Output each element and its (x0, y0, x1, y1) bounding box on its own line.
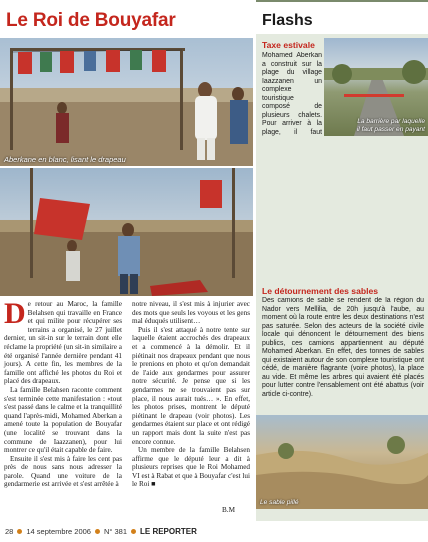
article-paragraph: notre niveau, il s'est mis à injurier avec des mots que seuls les voyous et les gens mal éduqués utilisent… (132, 300, 250, 326)
article-paragraph (4, 297, 122, 386)
article-paragraph: Un membre de la famille Belahsen affirme que le député leur a dit à plusieurs reprises que le Roi Mohamed VI est à Rabat et que à Bouyafar c'est lui le Roi ■ (132, 446, 250, 489)
protest-scene-1-image (0, 38, 253, 166)
publication-name: LE REPORTER (140, 527, 197, 536)
barrier-photo-caption: La barrière par laquelle il faut passer en payant (356, 118, 425, 133)
article-paragraph: Ensuite il s'est mis à faire les cent pas près de nous sans nous adresser la parole. Quand une voiture de la gendarmerie est arrivée et s'est arrêtée à (4, 454, 122, 489)
flashs-title: Flashs (262, 12, 313, 29)
flash-1-text-top (262, 52, 322, 136)
sand-photo-caption: Le sable pillé (260, 498, 299, 506)
barrier-photo (324, 38, 428, 136)
sand-photo (256, 415, 428, 509)
flash-2-text: Des camions de sable se rendent de la région du Nador vers Mellilia, de 20h jusqu'à l'aube, au moment où la route entre les deux destinations n'est pas saturée. Selon des acteurs de la société civile locale qui dénoncent le détournement des biens publics, ces camions appartiennent au député Mohamed Aberkan. En effet, des tonnes de sables qui existaient autour de son complexe touristique ont cédé, de manière flagrante (voire photos), la place au vide. Et même les arbres qui avaient été placés pour lutter contre l'ensablement ont été abattus (voir article ci-contre). (262, 297, 424, 398)
flash-1-text: Mohamed Aberkan a construit sur la plage du village Iaazzanen un complexe touristique composé de plusieurs chalets. Pour arriver à la plage, il faut (262, 52, 322, 136)
article-column-a (4, 297, 122, 489)
pillaged-sand-image (256, 415, 428, 509)
flash-1-heading: Taxe estivale (262, 40, 315, 50)
flash-1-text-continued (262, 137, 424, 284)
article-title: Le Roi de Bouyafar (6, 10, 176, 31)
paragraph-text: e retour au Maroc, la famille Belahsen qui travaille en France et qui milite pour récupérer ses terrains a organisé, le 27 juillet dernier, un sit-in sur le terrain dont elle réclame la propriété (un sit-in similaire a été organisé l'année dernière pendant 41 jours). A cette fin, les membres de la famille ont affiché les photos du Roi et placé des drapeaux. (4, 300, 122, 386)
page-number: 28 (5, 527, 14, 536)
issue-number: N° 381 (103, 527, 127, 536)
separator-dot-icon (95, 529, 100, 534)
page-footer (0, 521, 428, 542)
article-photo-1 (0, 38, 253, 166)
separator-dot-icon (131, 529, 136, 534)
article-column-b (132, 300, 250, 489)
author-signature: B.M (222, 506, 235, 514)
flashs-sidebar (256, 0, 428, 521)
article-photo-2 (0, 168, 253, 296)
flashs-header (256, 0, 428, 34)
photo-1-caption: Aberkane en blanc, lisant le drapeau (4, 155, 126, 164)
separator-dot-icon (17, 529, 22, 534)
protest-scene-2-image (0, 168, 253, 296)
footer-line (5, 527, 197, 536)
issue-date: 14 septembre 2006 (26, 527, 91, 536)
article-paragraph: La famille Belahsen raconte comment s'est terminée cette manifestation : «tout s'est passé dans le calme et la tranquillité quand l'après-midi, Mohamed Aberkan a amené toute la population de Bouyafar (une localité se trouvant dans la commune de Iaazzanen), pour lui montrer ce qu'il était capable de faire. (4, 385, 122, 455)
article-paragraph: Puis il s'est attaqué à notre tente sur laquelle étaient accrochés des drapeaux et a commencé à la démolir. Et il piétinait nos drapeaux pendant que nous le prenions en photo et qu'on demandait de l'aide aux gendarmes pour assurer notre sécurité. Je pense que si les gendarmes ne se trouvaient pas sur place, il nous aurait tués… ». En effet, les photos prises, montrent le député piétinant le drapeau (voir photos). Les gendarmes étaient sur place et ont rédigé un rapport mais dont la suite n'est pas encore connue. (132, 325, 250, 446)
flash-2-heading: Le détournement des sables (262, 286, 379, 296)
drop-cap: D (4, 297, 26, 330)
